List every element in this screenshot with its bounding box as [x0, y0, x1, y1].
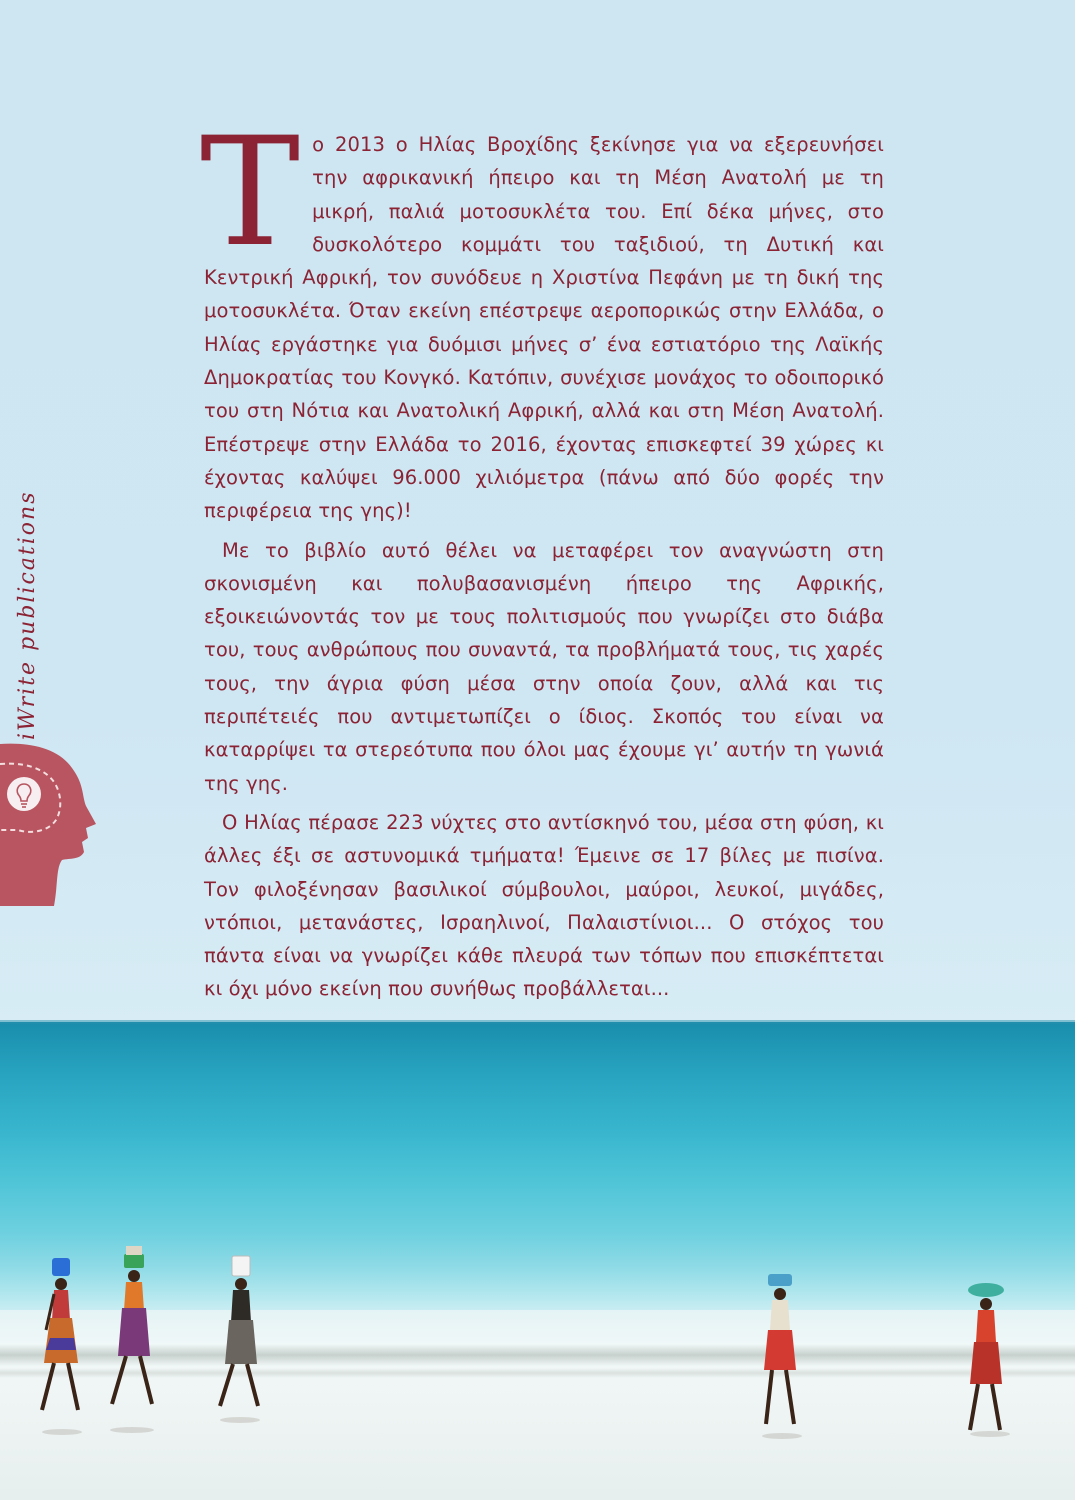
- horizon-line: [0, 1020, 1075, 1024]
- drop-cap: Τ: [200, 106, 301, 280]
- walker-5: [968, 1283, 1004, 1430]
- walker-4: [764, 1274, 796, 1424]
- side-brand: [8, 450, 48, 740]
- head-lightbulb-icon: [0, 734, 100, 914]
- walker-3: [220, 1256, 258, 1406]
- paragraph-3: Ο Ηλίας πέρασε 223 νύχτες στο αντίσκηνό του, μέσα στη φύση, κι άλλες έξι σε αστυνομικά τμήματα! Έμεινε σε 17 βίλες με πισίνα. Τον φιλοξένησαν βασιλικοί σύμβουλοι, μαύροι, λευκοί, μιγάδες, ντόπιοι, μετανάστες, Ισραηλινοί, Παλαιστίνιοι... Ο στόχος του πάντα είναι να γνωρίζει κάθε πλευρά των τόπων που επισκέπτεται κι όχι μόνο εκείνη που συνήθως προβάλλεται...: [204, 810, 884, 1001]
- walker-2: [112, 1246, 152, 1404]
- paragraph-2: Με το βιβλίο αυτό θέλει να μεταφέρει τον αναγνώστη στη σκονισμένη και πολυβασανισμένη ήπειρο της Αφρικής, εξοικειώνοντάς τον με τους πολιτισμούς που γνωρίζει στο διάβα του, τους ανθρώπους που συναντά, τα προβλήματά τους, τις χαρές τους, την άγρια φύση μέσα στην οποία ζουν, αλλά και τις περιπέτειές που αντιμετωπίζει ο ίδιος. Σκοπός του είναι να καταρρίψει τα στερεότυπα που όλοι μας έχουμε γι’ αυτήν τη γωνιά της γης.: [204, 538, 884, 795]
- walker-1: [42, 1258, 78, 1410]
- women-walking-illustration: [0, 1240, 1075, 1440]
- brand-label: iWrite publications: [15, 490, 40, 740]
- paragraph-1-text: ο 2013 ο Ηλίας Βροχίδης ξεκίνησε για να εξερευνήσει την αφρικανική ήπειρο και τη Μέση Ανατολή με τη μικρή, παλιά μοτοσυκλέτα του. Επί δέκα μήνες, στο δυσκολότερο κομμάτι του ταξιδιού, τη Δυτική και Κεντρική Αφρική, τον συνόδευε η Χριστίνα Πεφάνη με τη δική της μοτοσυκλέτα. Όταν εκείνη επέστρεψε αεροπορικώς στην Ελλάδα, ο Ηλίας εργάστηκε για δυόμισι μήνες σ’ ένα εστιατόριο της Λαϊκής Δημοκρατίας του Κονγκό. Κατόπιν, συνέχισε μονάχος το οδοιπορικό του στη Νότια και Ανατολική Αφρική, αλλά και στη Μέση Ανατολή. Επέστρεψε στην Ελλάδα το 2016, έχοντας επισκεφτεί 39 χώρες κι έχοντας καλύψει 96.000 χιλιόμετρα (πάνω από δύο φορές την περιφέρεια της γης)!: [204, 133, 884, 523]
- paragraph-1: [200, 106, 884, 528]
- description-text: [200, 106, 884, 1012]
